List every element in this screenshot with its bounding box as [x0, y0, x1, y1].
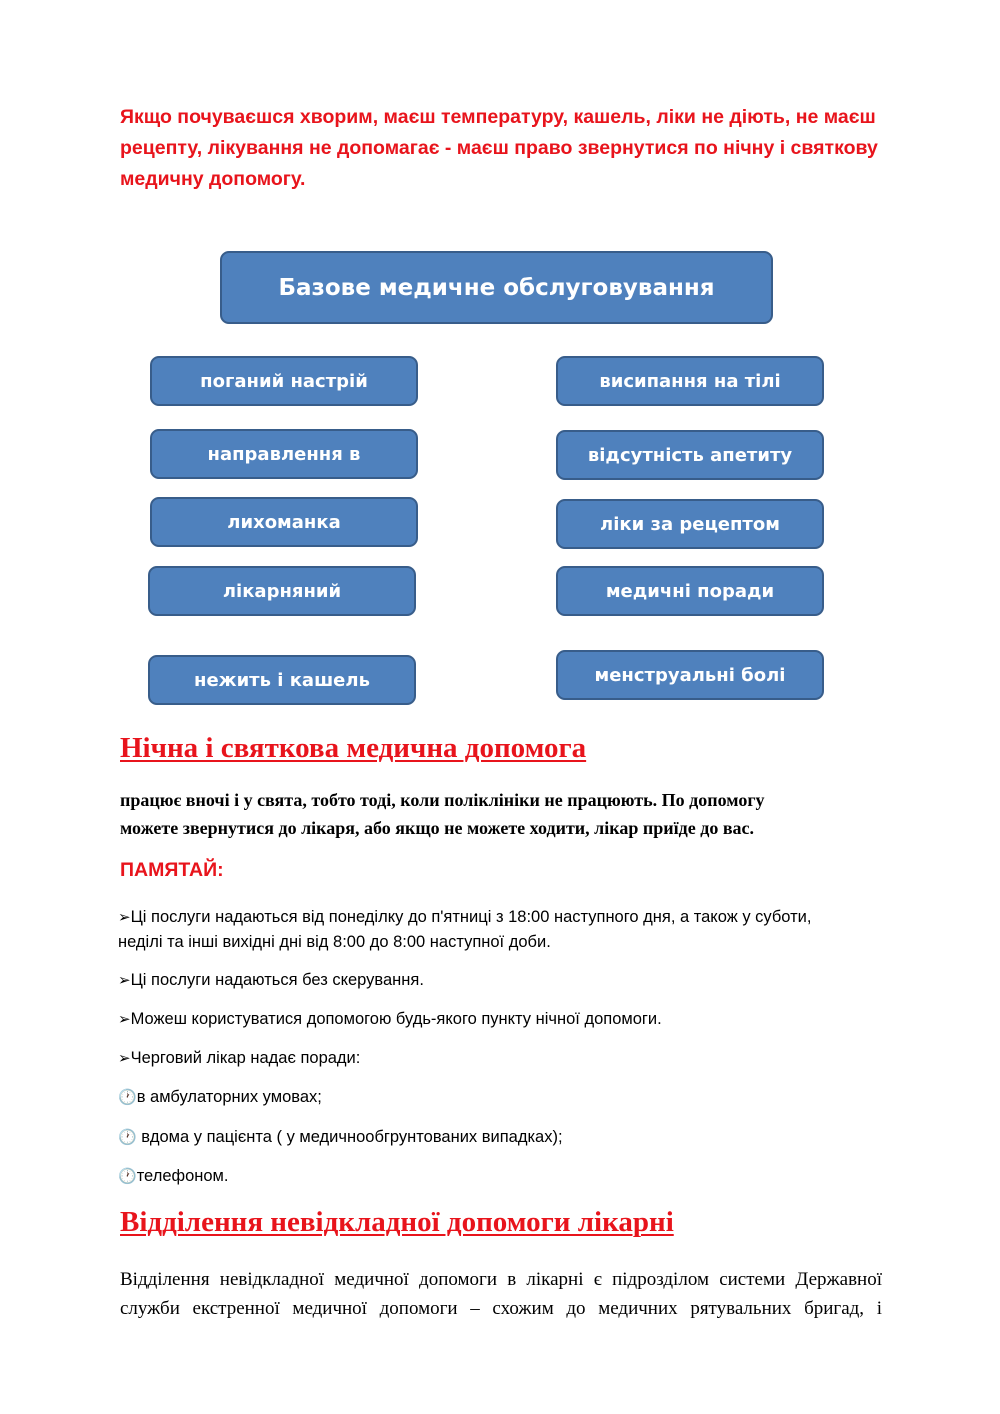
- diagram-item-menstrual-pain: менструальні болі: [556, 650, 824, 700]
- arrow-bullet-icon: ➢: [118, 908, 131, 926]
- sub-home-visit-text: вдома у пацієнта ( у медичнообгрунтованих випадках);: [136, 1128, 563, 1146]
- emergency-heading: Відділення невідкладної допомоги лікарні: [120, 1206, 674, 1238]
- diagram-title-box: Базове медичне обслуговування: [220, 251, 773, 324]
- diagram-item-medical-advice: медичні поради: [556, 566, 824, 616]
- clock-icon: 🕐: [118, 1167, 137, 1185]
- diagram-item-referral: направлення в: [150, 429, 418, 479]
- clock-icon: 🕐: [118, 1128, 137, 1146]
- diagram-item-no-appetite: відсутність апетиту: [556, 430, 824, 480]
- arrow-bullet-icon: ➢: [118, 1049, 131, 1067]
- emergency-line2: служби екстренної медичної допомоги – схожим до медичних рятувальних бригад, і: [120, 1298, 882, 1319]
- sub-phone-text: телефоном.: [136, 1167, 229, 1185]
- diagram-item-cold-cough: нежить і кашель: [148, 655, 416, 705]
- bullet-hours: [118, 905, 898, 955]
- bullet-no-referral-text: Ці послуги надаються без скерування.: [130, 971, 424, 989]
- arrow-bullet-icon: ➢: [118, 1010, 131, 1028]
- sub-ambulatory: [118, 1085, 898, 1110]
- night-desc-line2: можете звернутися до лікаря, або якщо не можете ходити, лікар приїде до вас.: [120, 818, 755, 838]
- diagram-item-prescription: ліки за рецептом: [556, 499, 824, 549]
- bullet-hours-line2: неділі та інші вихідні дні від 8:00 до 8:00 наступної доби.: [118, 933, 551, 951]
- night-desc-line1: працює вночі і у свята, тобто тоді, коли поліклініки не працюють. По допомогу: [120, 790, 765, 810]
- arrow-bullet-icon: ➢: [118, 971, 131, 989]
- remember-label: ПАМЯТАЙ:: [120, 859, 224, 881]
- bullet-any-point: [118, 1007, 898, 1032]
- diagram-item-rash: висипання на тілі: [556, 356, 824, 406]
- sub-phone: [118, 1164, 898, 1189]
- bullet-no-referral: [118, 968, 898, 993]
- sub-home-visit: [118, 1125, 898, 1150]
- intro-text: Якщо почуваєшся хворим, маєш температуру, кашель, ліки не діють, не маєш рецепту, лікування не допомагає - маєш право звернутися по нічну і святкову медичну допомогу.: [120, 105, 878, 190]
- bullet-duty-doctor: [118, 1046, 898, 1071]
- diagram-item-bad-mood: поганий настрій: [150, 356, 418, 406]
- night-heading: Нічна і святкова медична допомога: [120, 732, 587, 764]
- emergency-line1: Відділення невідкладної медичної допомоги в лікарні є підрозділом системи Державної: [120, 1269, 882, 1290]
- clock-icon: 🕐: [118, 1088, 137, 1106]
- bullet-duty-doctor-text: Черговий лікар надає поради:: [130, 1049, 361, 1067]
- bullet-any-point-text: Можеш користуватися допомогою будь-якого пункту нічної допомоги.: [130, 1010, 662, 1028]
- diagram-item-sick-leave: лікарняний: [148, 566, 416, 616]
- sub-ambulatory-text: в амбулаторних умовах;: [136, 1088, 322, 1106]
- bullet-hours-line1: Ці послуги надаються від понеділку до п'ятниці з 18:00 наступного дня, а також у суботи,: [130, 908, 812, 926]
- diagram-item-fever: лихоманка: [150, 497, 418, 547]
